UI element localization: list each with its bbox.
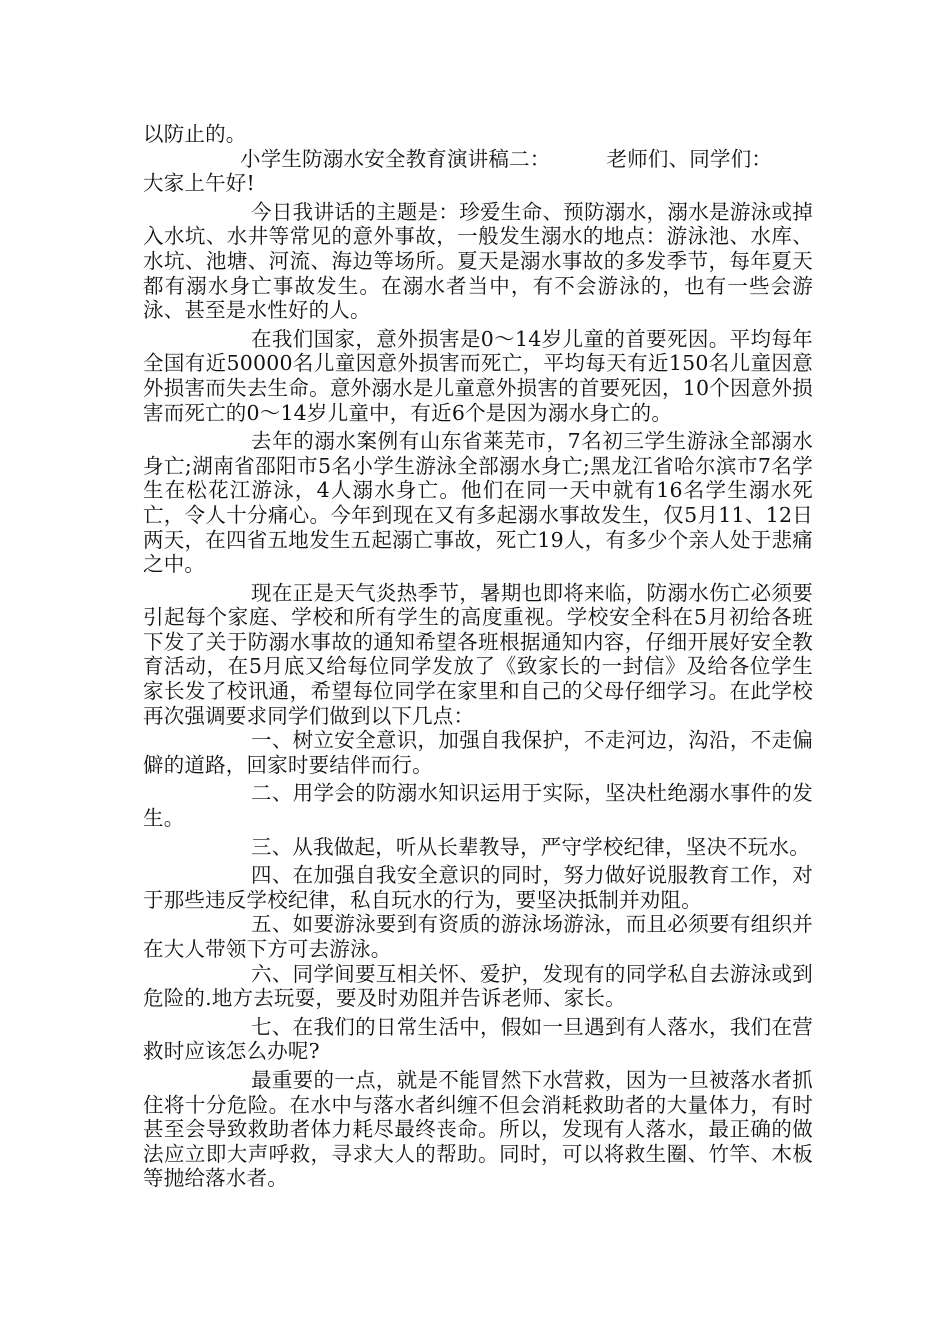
- list-item: 一、树立安全意识，加强自我保护，不走河边，沟沿，不走偏僻的道路，回家时要结伴而行。: [143, 728, 813, 777]
- list-item: 五、如要游泳要到有资质的游泳场游泳，而且必须要有组织并在大人带领下方可去游泳。: [143, 912, 813, 961]
- list-item: 三、从我做起，听从长辈教导，严守学校纪律，坚决不玩水。: [251, 834, 810, 859]
- list-item: 七、在我们的日常生活中，假如一旦遇到有人落水，我们在营救时应该怎么办呢?: [143, 1014, 813, 1064]
- speech-heading-line: [143, 147, 813, 172]
- paragraph: 今日我讲话的主题是：珍爱生命、预防溺水，溺水是游泳或掉入水坑、水井等常见的意外事故，一般发生溺水的地点：游泳池、水库、水坑、池塘、河流、海边等场所。夏天是溺水事故的多发季节，每年夏天都有溺水身亡事故发生。在溺水者当中，有不会游泳的，也有一些会游泳、甚至是水性好的人。: [143, 199, 813, 323]
- salutation: 老师们、同学们：: [606, 146, 773, 171]
- list-item: 二、用学会的防溺水知识运用于实际，坚决杜绝溺水事件的发生。: [143, 781, 813, 831]
- paragraph: 现在正是天气炎热季节，暑期也即将来临，防溺水伤亡必须要引起每个家庭、学校和所有学生的高度重视。学校安全科在5月初给各班下发了关于防溺水事故的通知希望各班根据通知内容，仔细开展好安全教育活动，在5月底又给每位同学发放了《致家长的一封信》及给各位学生家长发了校讯通，希望每位同学在家里和自己的父母仔细学习。在此学校再次强调要求同学们做到以下几点：: [143, 580, 813, 728]
- list-item: 四、在加强自我安全意识的同时，努力做好说服教育工作，对于那些违反学校纪律，私自玩水的行为，要坚决抵制并劝阻。: [143, 863, 813, 912]
- continuation-text: 以防止的。: [143, 122, 247, 146]
- list-item: 六、同学间要互相关怀、爱护，发现有的同学私自去游泳或到危险的.地方去玩耍，要及时劝阻并告诉老师、家长。: [143, 961, 813, 1011]
- speech-title: 小学生防溺水安全教育演讲稿二：: [240, 146, 551, 171]
- paragraph: 最重要的一点，就是不能冒然下水营救，因为一旦被落水者抓住将十分危险。在水中与落水者纠缠不但会消耗救助者的大量体力，有时甚至会导致救助者体力耗尽最终丧命。所以，发现有人落水，最正确的做法应立即大声呼救，寻求大人的帮助。同时，可以将救生圈、竹竿、木板等抛给落水者。: [143, 1067, 813, 1191]
- paragraph: 在我们国家，意外损害是0～14岁儿童的首要死因。平均每年全国有近50000名儿童因意外损害而死亡，平均每天有近150名儿童因意外损害而失去生命。意外溺水是儿童意外损害的首要死因，10个因意外损害而死亡的0～14岁儿童中，有近6个是因为溺水身亡的。: [143, 326, 813, 425]
- greeting: 大家上午好!: [143, 171, 255, 196]
- document-body: [143, 122, 813, 1191]
- paragraph: 去年的溺水案例有山东省莱芜市，7名初三学生游泳全部溺水身亡;湖南省邵阳市5名小学生游泳全部溺水身亡;黑龙江省哈尔滨市7名学生在松花江游泳，4人溺水身亡。他们在同一天中就有16名学生溺水死亡，令人十分痛心。今年到现在又有多起溺水事故发生，仅5月11、12日两天，在四省五地发生五起溺亡事故，死亡19人，有多少个亲人处于悲痛之中。: [143, 429, 813, 577]
